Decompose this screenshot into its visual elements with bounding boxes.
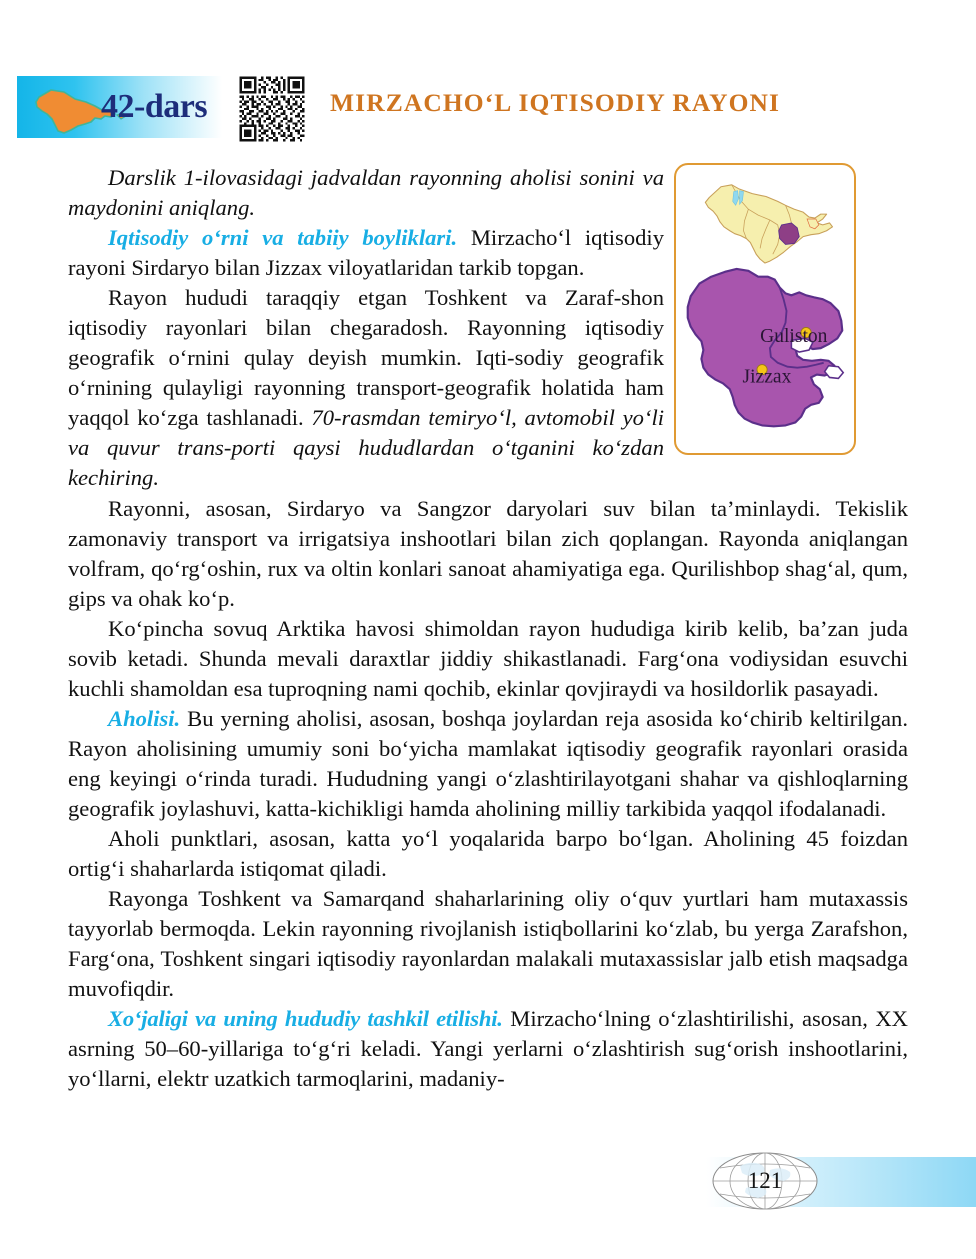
- paragraph-climate: Ko‘pincha sovuq Arktika havosi shimoldan rayon hududiga kirib kelib, ba’zan juda sovib ketadi. Shunda mevali daraxtlar jiddiy shikastlanadi. Farg‘ona vodiysidan esuvchi kuchli shamoldan esa tuproqning nami qochib, ekinlar qovjiraydi va hosildorlik pasayadi.: [68, 615, 908, 701]
- lesson-number-label: 42-dars: [101, 88, 208, 125]
- paragraph-population: [68, 704, 908, 824]
- run-head-xojaligi: Xo‘jaligi va uning hududiy tashkil etilishi.: [108, 1006, 503, 1032]
- qr-code-icon[interactable]: [237, 74, 307, 144]
- paragraph-economic-position-text: Mirzacho‘l iqtisodiy rayoni Sirdaryo bilan Jizzax viloyatlaridan tarkib topgan.: [68, 225, 664, 281]
- run-head-iqtisodiy-orni: Iqtisodiy o‘rni va tabiiy boyliklari.: [108, 225, 458, 251]
- paragraph-specialists: Rayonga Toshkent va Samarqand shaharlarining oliy o‘quv yurtlari ham mutaxassis tayyorlab bermoqda. Lekin rayonning rivojlanish istiqbollarini ko‘zlab, bu yerga Zarafshon, Farg‘ona, Toshkent singari iqtisodiy rayonlardan malakali mutaxassislar jalb etish maqsadga muvofiqdir.: [68, 886, 908, 1002]
- run-head-aholisi: Aholisi.: [108, 705, 181, 731]
- page-header: [0, 0, 976, 155]
- page-number: 121: [747, 1168, 783, 1193]
- article-body: [68, 163, 908, 1094]
- paragraph-borders-italic-task: 70-rasmdan temiryo‘l, avtomobil yo‘li va quvur trans-porti qaysi hududlardan o‘tganini ko‘zdan kechiring.: [68, 405, 664, 491]
- paragraph-economy-organisation: [68, 1004, 908, 1094]
- paragraph-economy-organisation-text: Mirzacho‘lning o‘zlashtirilishi, asosan, XX asrning 50–60-yillariga to‘g‘ri keladi. Yangi yerlarni o‘zlashtirish sug‘orish inshootlarini, yo‘llarni, elektr uzatkich tarmoqlarini, madaniy-: [68, 1006, 908, 1092]
- paragraph-rivers-resources: Rayonni, asosan, Sirdaryo va Sangzor daryolari suv bilan ta’minlaydi. Tekislik zamonaviy transport va irrigatsiya inshootlari bilan zich qoplangan. Rayonda aniqlangan volfram, qo‘rg‘oshin, rux va oltin konlari sanoat ahamiyatiga ega. Qurilishbop shag‘al, qum, gips va ohak ko‘p.: [68, 495, 908, 611]
- city-label-guliston: Guliston: [760, 326, 828, 348]
- page-title: MIRZACHO‘L IQTISODIY RAYONI: [330, 88, 781, 117]
- page-footer: [0, 1148, 976, 1218]
- paragraph-economic-position: [68, 223, 664, 283]
- paragraph-intro-task: Darslik 1-ilovasidagi jadvaldan rayonning aholisi sonini va maydonini aniqlang.: [68, 165, 664, 221]
- paragraph-borders: [68, 283, 664, 493]
- lesson-badge: [17, 76, 222, 138]
- paragraph-settlements: Aholi punktlari, asosan, katta yo‘l yoqalarida barpo bo‘lgan. Aholining 45 foizdan ortig‘i shaharlarda istiqomat qiladi.: [68, 826, 908, 882]
- city-label-jizzax: Jizzax: [742, 366, 792, 388]
- paragraph-borders-text: Rayon hududi taraqqiy etgan Toshkent va Zaraf-shon iqtisodiy rayonlari bilan chegaradosh. Rayonning iqtisodiy geografik o‘rnini qulay deyish mumkin. Iqti-sodiy geografik o‘rnining qulayligi rayonning transport-geografik holatida ham yaqqol ko‘zga tashlanadi.: [68, 285, 664, 431]
- paragraph-population-text: Bu yerning aholisi, asosan, boshqa joylardan reja asosida ko‘chirib keltirilgan. Rayon aholisining umumiy soni bo‘yicha mamlakat iqtisodiy geografik rayonlari orasida eng keyingi o‘rinda turadi. Hududning yangi o‘zlashtirilayotgani shahar va qishloqlarning geografik joylashuvi, katta-kichikligi hamda aholining milliy tarkibida yaqqol ifodalanadi.: [68, 705, 908, 821]
